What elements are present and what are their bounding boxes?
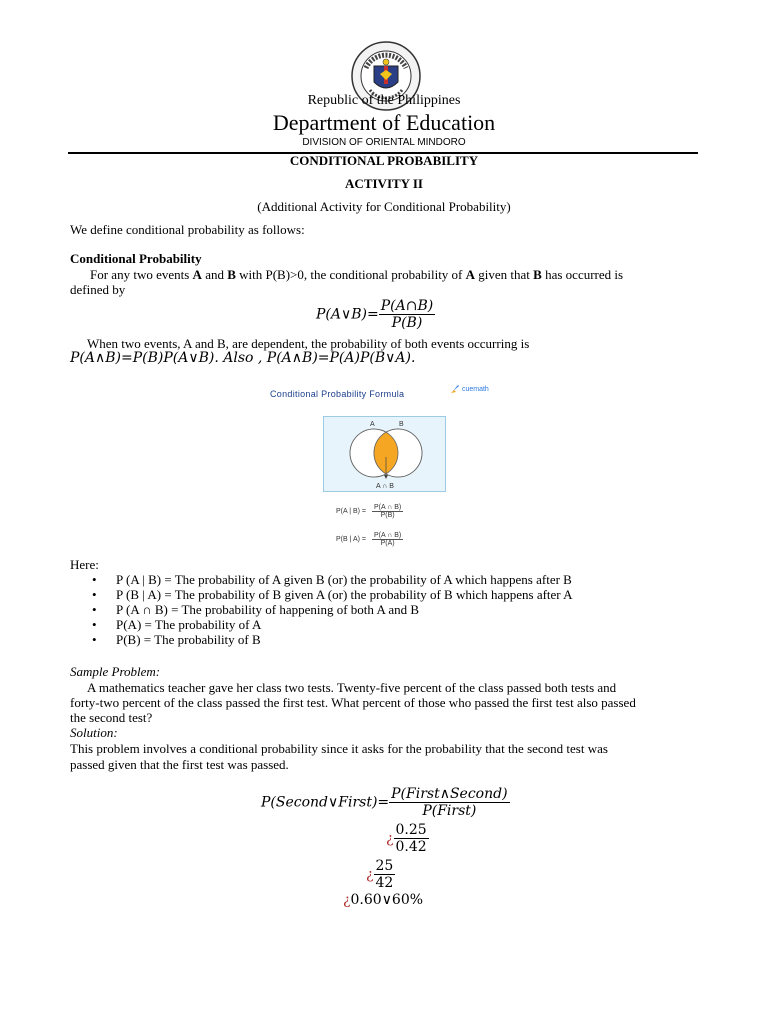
definitions-list — [70, 572, 700, 647]
activity-subtitle: (Additional Activity for Conditional Probability) — [257, 199, 511, 214]
solution-text-1: This problem involves a conditional probability since it asks for the probability that the second test was — [70, 741, 608, 756]
figure-title: Conditional Probability Formula — [270, 389, 405, 399]
venn-diagram — [323, 416, 446, 492]
label-a: A — [370, 421, 375, 428]
definition-heading: Conditional Probability — [70, 251, 202, 266]
list-item: • P (A | B) = The probability of A given B (or) the probability of A which happens after B — [70, 572, 700, 587]
sample-text-3: the second test? — [70, 710, 153, 725]
division-heading: DIVISION OF ORIENTAL MINDORO — [302, 137, 466, 148]
cuemath-logo: cuemath — [450, 384, 489, 394]
sample-heading: Sample Problem: — [70, 664, 161, 679]
dependent-formula: P(A∧B)=P(B)P(A∨B). Also , P(A∧B)=P(A)P(B∨A). — [70, 350, 416, 366]
definition-line1: For any two events A and B with P(B)>0, the conditional probability of A given that B has occurred is — [90, 267, 624, 282]
solution-step-1: ¿ $\frac{0.25}{0.42}$ — [386, 822, 427, 855]
list-item: • P (A ∩ B) = The probability of happening of both A and B — [70, 602, 700, 617]
rocket-icon — [450, 384, 460, 394]
venn-svg — [324, 417, 447, 493]
republic-heading: Republic of the Philippines — [307, 93, 461, 108]
sample-text-2: forty-two percent of the class passed the first test. What percent of those who passed the first test also passed — [70, 695, 636, 710]
intro-text: We define conditional probability as follows: — [70, 222, 305, 237]
dependent-text: When two events, A and B, are dependent, the probability of both events occurring is — [87, 336, 530, 351]
figure-formula-2: P(B | A) = $\frac{P(A \cap B)}{P(A)}$ — [336, 532, 402, 547]
sample-text-1: A mathematics teacher gave her class two tests. Twenty-five percent of the class passed both tests and — [87, 680, 617, 695]
solution-text-2: passed given that the first test was passed. — [70, 757, 289, 772]
activity-heading: ACTIVITY II — [345, 176, 423, 191]
figure-formula-1: P(A | B) = $\frac{P(A \cap B)}{P(B)}$ — [336, 504, 402, 519]
department-heading: Department of Education — [272, 110, 496, 135]
definition-line2: defined by — [70, 282, 126, 297]
conditional-formula: P(A∨B)= $\frac{P(A\cap B)}{P(B)}$ — [316, 298, 434, 331]
label-b: B — [399, 421, 404, 428]
label-intersection: A ∩ B — [376, 483, 394, 490]
solution-step-3: ¿0.60∨60% — [343, 892, 424, 908]
solution-step-2: ¿ $\frac{25}{42}$ — [366, 858, 394, 891]
document-title: CONDITIONAL PROBABILITY — [289, 153, 479, 168]
list-item: • P(A) = The probability of A — [70, 617, 700, 632]
solution-heading: Solution: — [70, 725, 118, 740]
list-item: • P(B) = The probability of B — [70, 632, 700, 647]
list-item: • P (B | A) = The probability of B given A (or) the probability of B which happens after A — [70, 587, 700, 602]
solution-equation: P(Second∨First)= $\frac{\text{P(First∧Second)}}{\text{P(First)}}$ — [261, 786, 508, 819]
here-label: Here: — [70, 557, 99, 572]
